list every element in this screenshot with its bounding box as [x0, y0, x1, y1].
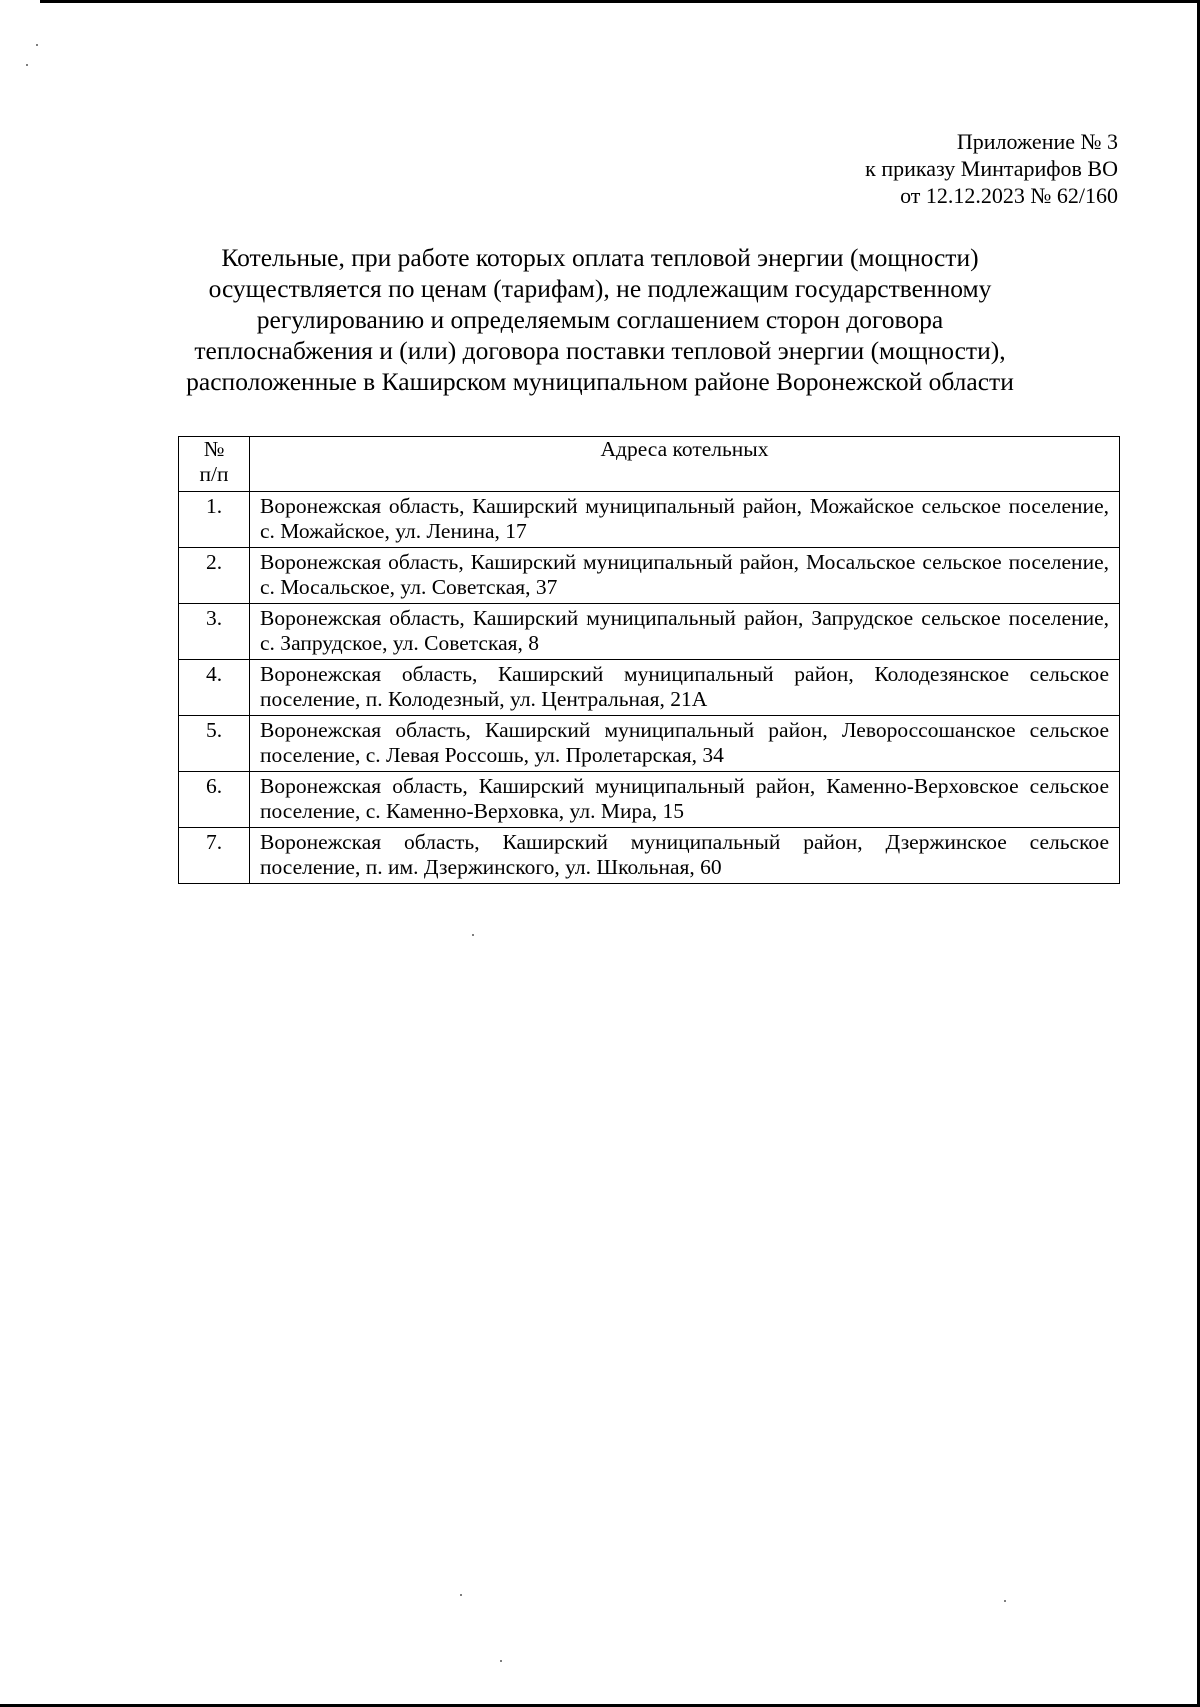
scan-border-top — [40, 0, 1200, 3]
scan-speck — [460, 1594, 462, 1596]
scan-speck — [472, 934, 474, 936]
table-row — [179, 828, 1120, 884]
row-address: Воронежская область, Каширский муниципальный район, Запрудское сельское поселение, с. Запрудское, ул. Советская, 8 — [250, 604, 1120, 660]
scan-speck — [1004, 1600, 1006, 1602]
title-line: осуществляется по ценам (тарифам), не подлежащим государственному — [208, 274, 992, 303]
row-address: Воронежская область, Каширский муниципальный район, Можайское сельское поселение, с. Можайское, ул. Ленина, 17 — [250, 492, 1120, 548]
title-line: регулированию и определяемым соглашением сторон договора — [256, 305, 944, 334]
scan-speck — [26, 64, 28, 66]
scan-speck — [500, 1660, 502, 1662]
table-header-row — [179, 437, 1120, 492]
table-row — [179, 492, 1120, 548]
header-number-sign: № — [203, 437, 225, 461]
title-line: Котельные, при работе которых оплата тепловой энергии (мощности) — [221, 243, 979, 272]
boiler-address-table — [178, 436, 1120, 884]
table-row — [179, 716, 1120, 772]
scan-speck — [36, 44, 38, 46]
row-number: 1. — [179, 492, 250, 548]
row-number: 6. — [179, 772, 250, 828]
appendix-reference — [865, 128, 1118, 209]
title-line: теплоснабжения и (или) договора поставки тепловой энергии (мощности), — [194, 336, 1006, 365]
row-number: 7. — [179, 828, 250, 884]
row-number: 5. — [179, 716, 250, 772]
appendix-number: Приложение № 3 — [956, 129, 1118, 154]
row-number: 3. — [179, 604, 250, 660]
table-row — [179, 604, 1120, 660]
table-row — [179, 660, 1120, 716]
header-number-abbr: п/п — [199, 462, 229, 486]
row-address: Воронежская область, Каширский муниципальный район, Мосальское сельское поселение, с. Мосальское, ул. Советская, 37 — [250, 548, 1120, 604]
header-number-cell — [179, 437, 250, 492]
appendix-order-date: от 12.12.2023 № 62/160 — [900, 183, 1118, 208]
row-number: 2. — [179, 548, 250, 604]
row-number: 4. — [179, 660, 250, 716]
header-address-cell: Адреса котельных — [250, 437, 1120, 492]
appendix-order-ref: к приказу Минтарифов ВО — [865, 156, 1118, 181]
row-address: Воронежская область, Каширский муниципальный район, Каменно-Верховское сельское поселение, с. Каменно-Верховка, ул. Мира, 15 — [250, 772, 1120, 828]
row-address: Воронежская область, Каширский муниципальный район, Дзержинское сельское поселение, п. им. Дзержинского, ул. Школьная, 60 — [250, 828, 1120, 884]
table-row — [179, 772, 1120, 828]
table-row — [179, 548, 1120, 604]
document-title — [150, 242, 1050, 397]
row-address: Воронежская область, Каширский муниципальный район, Колодезянское сельское поселение, п. Колодезный, ул. Центральная, 21А — [250, 660, 1120, 716]
row-address: Воронежская область, Каширский муниципальный район, Левороссошанское сельское поселение, с. Левая Россошь, ул. Пролетарская, 34 — [250, 716, 1120, 772]
title-line: расположенные в Каширском муниципальном районе Воронежской области — [186, 367, 1014, 396]
